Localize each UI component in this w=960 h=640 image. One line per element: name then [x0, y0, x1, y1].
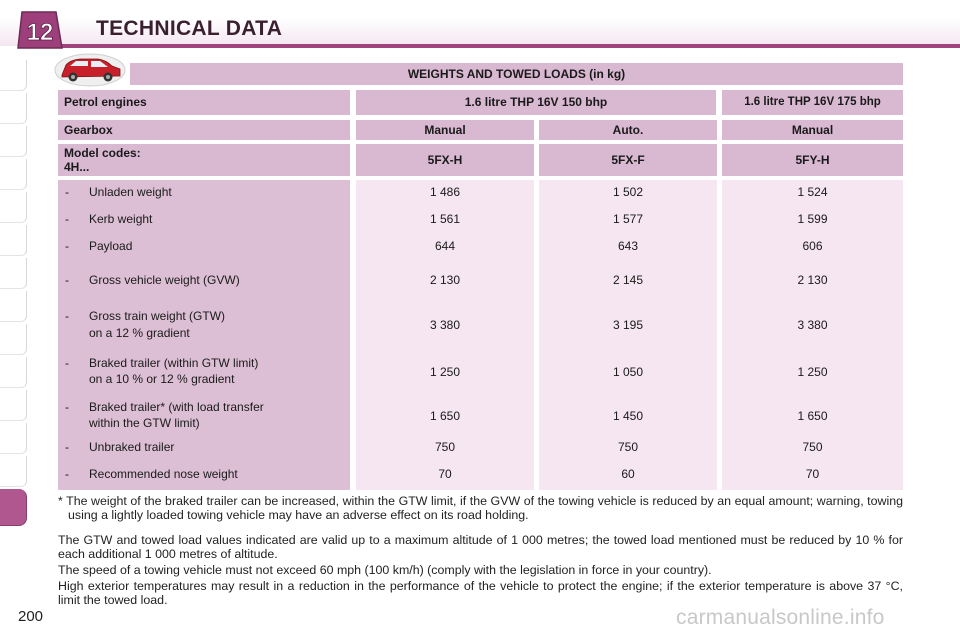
row-value: 3 380: [797, 318, 828, 332]
row-label-line: Payload: [89, 239, 133, 253]
row-value: 2 145: [612, 273, 644, 287]
side-tab[interactable]: [0, 159, 27, 190]
chapter-badge: [16, 8, 64, 52]
gearbox-row: [58, 120, 903, 140]
gearbox-value: Manual: [356, 120, 534, 140]
row-value: 2 130: [429, 273, 461, 287]
model-code: 5FX-H: [356, 144, 534, 176]
side-tab-active[interactable]: [0, 489, 27, 526]
row-label: [89, 439, 174, 455]
side-tab[interactable]: [0, 357, 27, 388]
row-value: 750: [617, 440, 639, 454]
side-tab[interactable]: [0, 192, 27, 223]
engine-150: 1.6 litre THP 16V 150 bhp: [356, 90, 716, 115]
side-tab[interactable]: [0, 225, 27, 256]
side-tab[interactable]: [0, 390, 27, 421]
header-rule: [40, 44, 960, 48]
car-icon: [54, 53, 126, 87]
row-label-line: Gross vehicle weight (GVW): [89, 273, 240, 287]
row-label: [89, 272, 240, 288]
speed-note: The speed of a towing vehicle must not exceed 60 mph (100 km/h) (comply with the legislation in force in your country).: [58, 563, 712, 577]
row-label: [89, 308, 225, 341]
row-label-line: Unbraked trailer: [89, 440, 175, 454]
side-tab[interactable]: [0, 93, 27, 124]
row-label-line: Braked trailer* (with load transfer: [89, 400, 264, 414]
row-label-line: within the GTW limit): [89, 416, 200, 430]
row-label-line: Braked trailer (within GTW limit): [89, 356, 259, 370]
side-tab[interactable]: [0, 423, 27, 454]
chapter-number: 12: [26, 19, 54, 46]
gearbox-label: Gearbox: [58, 120, 350, 140]
temperature-note: High exterior temperatures may result in a reduction in the performance of the vehicle to protect the engine; if the exterior temperature is above 37 °C, limit the towed load.: [58, 579, 903, 607]
row-label: [89, 355, 258, 387]
row-value: 1 577: [612, 212, 644, 226]
row-value: 2 130: [797, 273, 828, 287]
row-label: [89, 238, 132, 254]
row-value: 1 486: [429, 185, 461, 199]
row-label: [89, 184, 172, 200]
row-value: 1 050: [612, 365, 644, 379]
bullet-dash: -: [65, 467, 69, 481]
row-value: 1 524: [797, 185, 828, 199]
bullet-dash: -: [65, 356, 69, 370]
model-code: 5FY-H: [722, 144, 903, 176]
bullet-dash: -: [65, 400, 69, 414]
model-codes-row: [58, 144, 903, 176]
row-value: 1 502: [612, 185, 644, 199]
row-value: 3 380: [429, 318, 461, 332]
row-value: 60: [621, 467, 635, 481]
engine-row: [58, 90, 903, 115]
row-value: 606: [802, 239, 823, 253]
row-value: 750: [434, 440, 456, 454]
row-label-line: on a 12 % gradient: [89, 326, 190, 340]
model-codes-label-line: 4H...: [64, 160, 90, 174]
row-label: [89, 399, 264, 431]
row-value: 1 561: [429, 212, 461, 226]
side-tab[interactable]: [0, 258, 27, 289]
bullet-dash: -: [65, 309, 69, 323]
model-codes-label: [58, 144, 350, 176]
page-title: TECHNICAL DATA: [96, 17, 283, 40]
row-value: 1 650: [797, 409, 828, 423]
side-tab[interactable]: [0, 60, 27, 91]
table-title: WEIGHTS AND TOWED LOADS (in kg): [130, 63, 903, 85]
row-value: 1 450: [612, 409, 644, 423]
side-tab[interactable]: [0, 291, 27, 322]
row-label-line: Recommended nose weight: [89, 467, 238, 481]
side-tab[interactable]: [0, 126, 27, 157]
row-value: 1 250: [797, 365, 828, 379]
bullet-dash: -: [65, 273, 69, 287]
row-value: 3 195: [612, 318, 644, 332]
row-value: 1 599: [797, 212, 828, 226]
row-value: 70: [438, 467, 452, 481]
page-number: 200: [18, 608, 44, 625]
row-value: 643: [617, 239, 639, 253]
row-value: 1 650: [429, 409, 461, 423]
bullet-dash: -: [65, 239, 69, 253]
row-label-line: Unladen weight: [89, 185, 172, 199]
footnote: * The weight of the braked trailer can be increased, within the GTW limit, if the GVW of the towing vehicle is reduced by an equal amount; warning, towing using a lightly loaded towing vehicle may have an adverse effect on its road holding.: [58, 494, 903, 522]
engine-label: Petrol engines: [58, 90, 350, 115]
side-tab-strip: [0, 60, 30, 528]
altitude-note: The GTW and towed load values indicated are valid up to a maximum altitude of 1 000 metres; the towed load mentioned must be reduced by 10 % for each additional 1 000 metres of altitude.: [58, 533, 903, 561]
row-value: 1 250: [429, 365, 461, 379]
model-codes-label-line: Model codes:: [64, 146, 141, 160]
row-label-line: Kerb weight: [89, 212, 153, 226]
row-label: [89, 211, 152, 227]
side-tab[interactable]: [0, 456, 27, 487]
engine-175: 1.6 litre THP 16V 175 bhp: [722, 90, 903, 115]
watermark: carmanualsonline.info: [676, 606, 885, 629]
row-label-line: on a 10 % or 12 % gradient: [89, 372, 235, 386]
row-value: 644: [434, 239, 456, 253]
bullet-dash: -: [65, 212, 69, 226]
model-code: 5FX-F: [539, 144, 717, 176]
row-value: 750: [802, 440, 823, 454]
gearbox-value: Auto.: [539, 120, 717, 140]
row-label-line: Gross train weight (GTW): [89, 309, 226, 323]
side-tab[interactable]: [0, 324, 27, 355]
row-value: 70: [805, 467, 820, 481]
gearbox-value: Manual: [722, 120, 903, 140]
bullet-dash: -: [65, 185, 69, 199]
row-label: [89, 466, 238, 482]
bullet-dash: -: [65, 440, 69, 454]
